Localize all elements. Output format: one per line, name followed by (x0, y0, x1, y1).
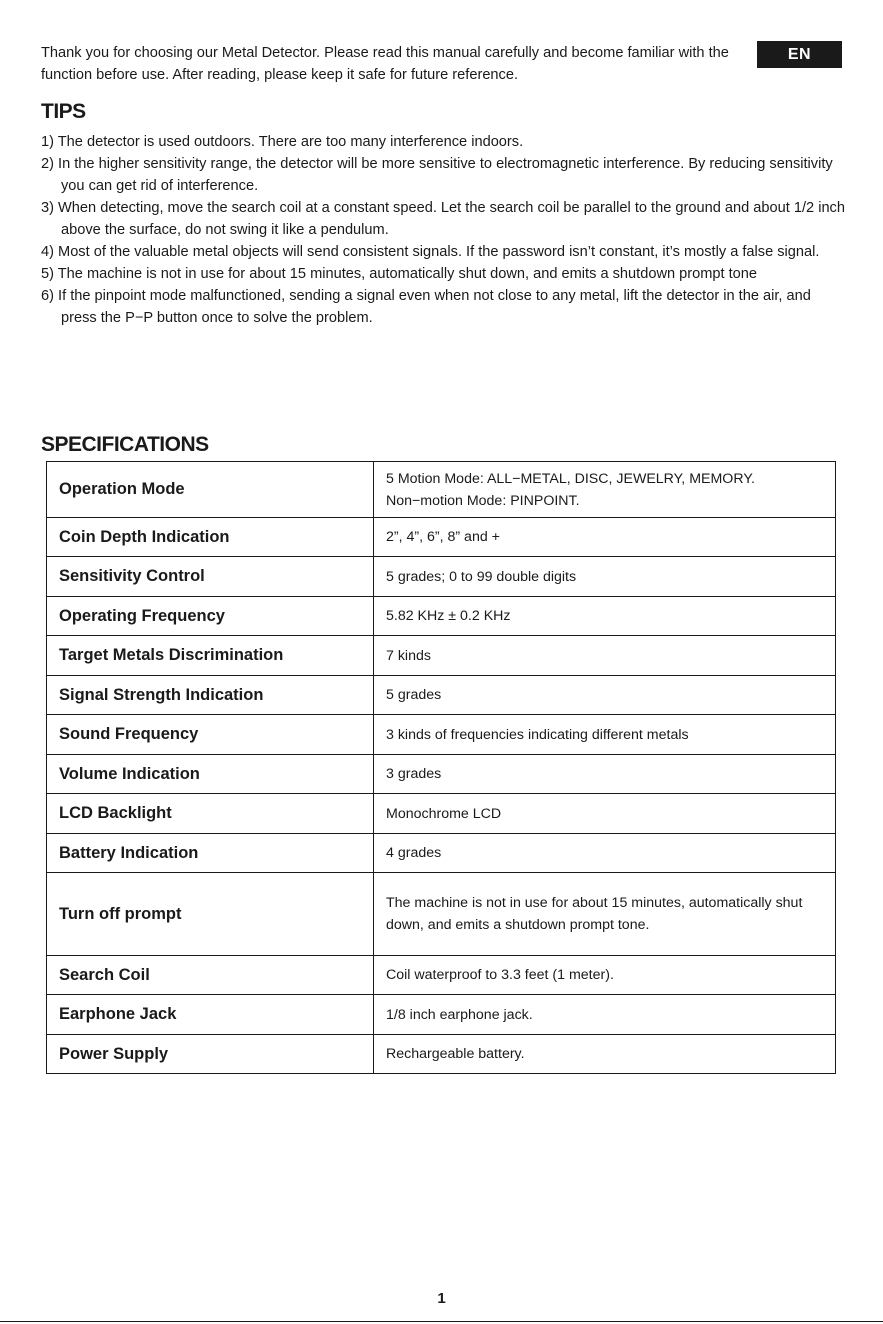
spec-row (47, 715, 836, 755)
spec-row (47, 597, 836, 636)
page-number: 1 (437, 1290, 446, 1307)
spec-row (47, 518, 836, 557)
spec-key: Signal Strength Indication (47, 676, 374, 715)
spec-value: 7 kinds (374, 636, 836, 676)
spec-row (47, 834, 836, 873)
tip-item: 6) If the pinpoint mode malfunctioned, sending a signal even when not close to any metal, lift the detector in the air, and press the P−P button once to solve the problem. (41, 288, 811, 326)
spec-value: 2”, 4”, 6”, 8” and + (374, 518, 836, 557)
spec-value: Coil waterproof to 3.3 feet (1 meter). (374, 956, 836, 995)
spec-value: 3 grades (374, 755, 836, 794)
spec-value: 3 kinds of frequencies indicating different metals (374, 715, 836, 755)
bottom-divider (0, 1321, 883, 1322)
tip-item: 3) When detecting, move the search coil at a constant speed. Let the search coil be parallel to the ground and about 1/2 inch above the surface, do not swing it like a pendulum. (41, 200, 845, 238)
spec-value: 5.82 KHz ± 0.2 KHz (374, 597, 836, 636)
spec-row (47, 636, 836, 676)
tip-item: 1) The detector is used outdoors. There are too many interference indoors. (41, 134, 524, 150)
spec-row (47, 794, 836, 834)
spec-row (47, 755, 836, 794)
spec-key: Earphone Jack (47, 995, 374, 1035)
spec-row (47, 557, 836, 597)
spec-key: Volume Indication (47, 755, 374, 794)
spec-key: Target Metals Discrimination (47, 636, 374, 676)
spec-key: Operation Mode (47, 462, 374, 518)
intro-paragraph: Thank you for choosing our Metal Detector. Please read this manual carefully and become familiar with the function before use. After reading, please keep it safe for future reference. (41, 45, 729, 83)
specifications-heading: SPECIFICATIONS (41, 433, 209, 456)
spec-value: 5 grades (374, 676, 836, 715)
spec-row (47, 1035, 836, 1074)
tips-heading: TIPS (41, 100, 86, 123)
tips-list (41, 131, 846, 329)
spec-key: Sound Frequency (47, 715, 374, 755)
spec-key: Sensitivity Control (47, 557, 374, 597)
language-badge: EN (757, 41, 842, 68)
spec-key: LCD Backlight (47, 794, 374, 834)
spec-value: 4 grades (374, 834, 836, 873)
spec-row (47, 995, 836, 1035)
spec-value: The machine is not in use for about 15 minutes, automatically shut down, and emits a shutdown prompt tone. (374, 873, 836, 956)
spec-row (47, 676, 836, 715)
tip-item: 5) The machine is not in use for about 15 minutes, automatically shut down, and emits a shutdown prompt tone (41, 266, 758, 282)
specifications-table (46, 461, 836, 1074)
spec-value: 5 grades; 0 to 99 double digits (374, 557, 836, 597)
spec-value: 1/8 inch earphone jack. (374, 995, 836, 1035)
tip-item: 4) Most of the valuable metal objects will send consistent signals. If the password isn’t constant, it’s mostly a false signal. (41, 244, 820, 260)
spec-key: Power Supply (47, 1035, 374, 1074)
spec-value: Monochrome LCD (374, 794, 836, 834)
spec-key: Turn off prompt (47, 873, 374, 956)
spec-key: Search Coil (47, 956, 374, 995)
spec-row (47, 956, 836, 995)
spec-key: Coin Depth Indication (47, 518, 374, 557)
spec-key: Battery Indication (47, 834, 374, 873)
spec-key: Operating Frequency (47, 597, 374, 636)
spec-row (47, 462, 836, 518)
spec-value: Rechargeable battery. (374, 1035, 836, 1074)
spec-value: 5 Motion Mode: ALL−METAL, DISC, JEWELRY, MEMORY. Non−motion Mode: PINPOINT. (374, 462, 836, 518)
spec-row (47, 873, 836, 956)
tip-item: 2) In the higher sensitivity range, the detector will be more sensitive to electromagnetic interference. By reducing sensitivity you can get rid of interference. (41, 156, 833, 194)
